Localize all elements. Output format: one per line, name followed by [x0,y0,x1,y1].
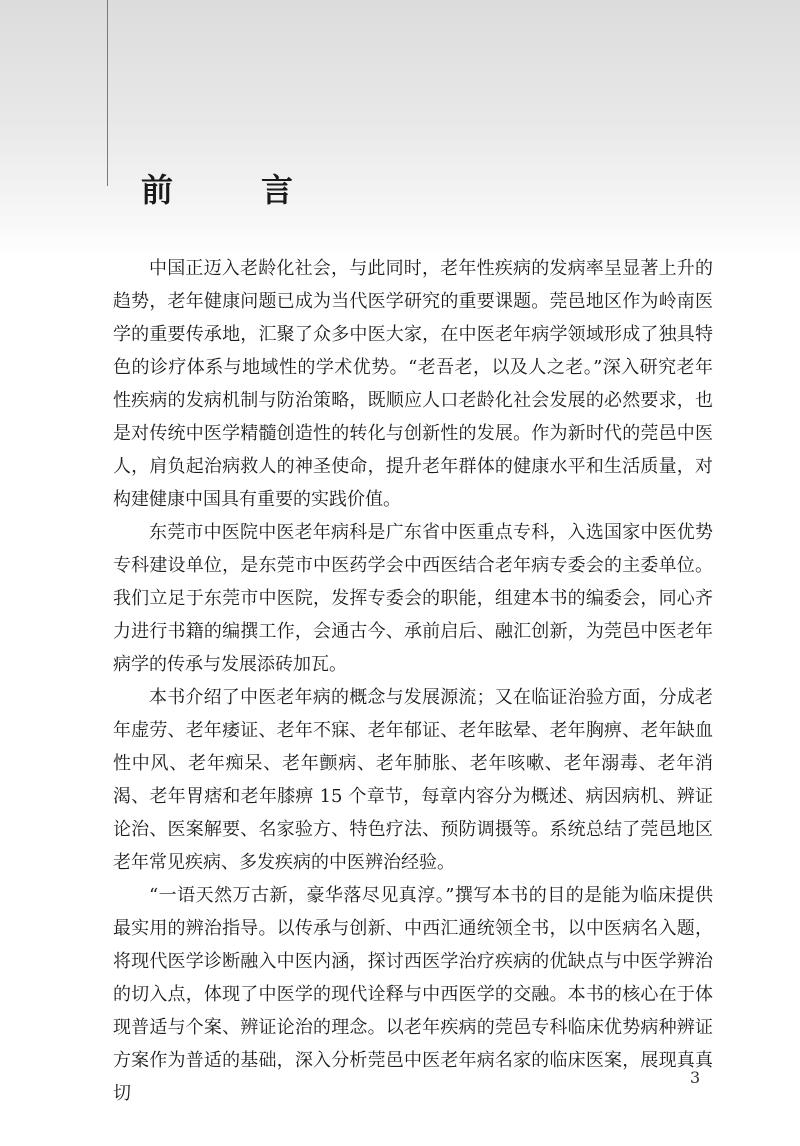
body-text [113,252,713,1110]
page-title: 前 言 [141,171,322,209]
paragraph-3: 本书介绍了中医老年病的概念与发展源流；又在临证治验方面，分成老年虚劳、老年痿证、老年不寐、老年郁证、老年眩晕、老年胸痹、老年缺血性中风、老年痴呆、老年颤病、老年肺胀、老年咳嗽、老年溺毒、老年消渴、老年胃痞和老年膝痹 15 个章节，每章内容分为概述、病因病机、辨证论治、医案解要、名家验方、特色疗法、预防调摄等。系统总结了莞邑地区老年常见疾病、多发疾病的中医辨治经验。 [113,687,713,873]
page-number: 3 [690,1068,701,1087]
paragraph-1: 中国正迈入老龄化社会，与此同时，老年性疾病的发病率呈显著上升的趋势，老年健康问题已成为当代医学研究的重要课题。莞邑地区作为岭南医学的重要传承地，汇聚了众多中医大家，在中医老年病学领域形成了独具特色的诊疗体系与地域性的学术优势。“老吾老，以及人之老。”深入研究老年性疾病的发病机制与防治策略，既顺应人口老龄化社会发展的必然要求，也是对传统中医学精髓创造性的转化与创新性的发展。作为新时代的莞邑中医人，肩负起治病救人的神圣使命，提升老年群体的健康水平和生活质量，对构建健康中国具有重要的实践价值。 [113,258,713,510]
vertical-rule [107,0,108,186]
paragraph-2: 东莞市中医院中医老年病科是广东省中医重点专科，入选国家中医优势专科建设单位，是东莞市中医药学会中西医结合老年病专委会的主委单位。我们立足于东莞市中医院，发挥专委会的职能，组建本书的编委会，同心齐力进行书籍的编撰工作，会通古今、承前启后、融汇创新，为莞邑中医老年病学的传承与发展添砖加瓦。 [113,522,713,675]
paragraph-4: “一语天然万古新，豪华落尽见真淳。”撰写本书的目的是能为临床提供最实用的辨治指导。以传承与创新、中西汇通统领全书，以中医病名入题，将现代医学诊断融入中医内涵，探讨西医学治疗疾病的优缺点与中医学辨治的切入点，体现了中医学的现代诠释与中西医学的交融。本书的核心在于体现普适与个案、辨证论治的理念。以老年疾病的莞邑专科临床优势病种辨证方案作为普适的基础，深入分析莞邑中医老年病名家的临床医案，展现真真切 [113,885,713,1104]
